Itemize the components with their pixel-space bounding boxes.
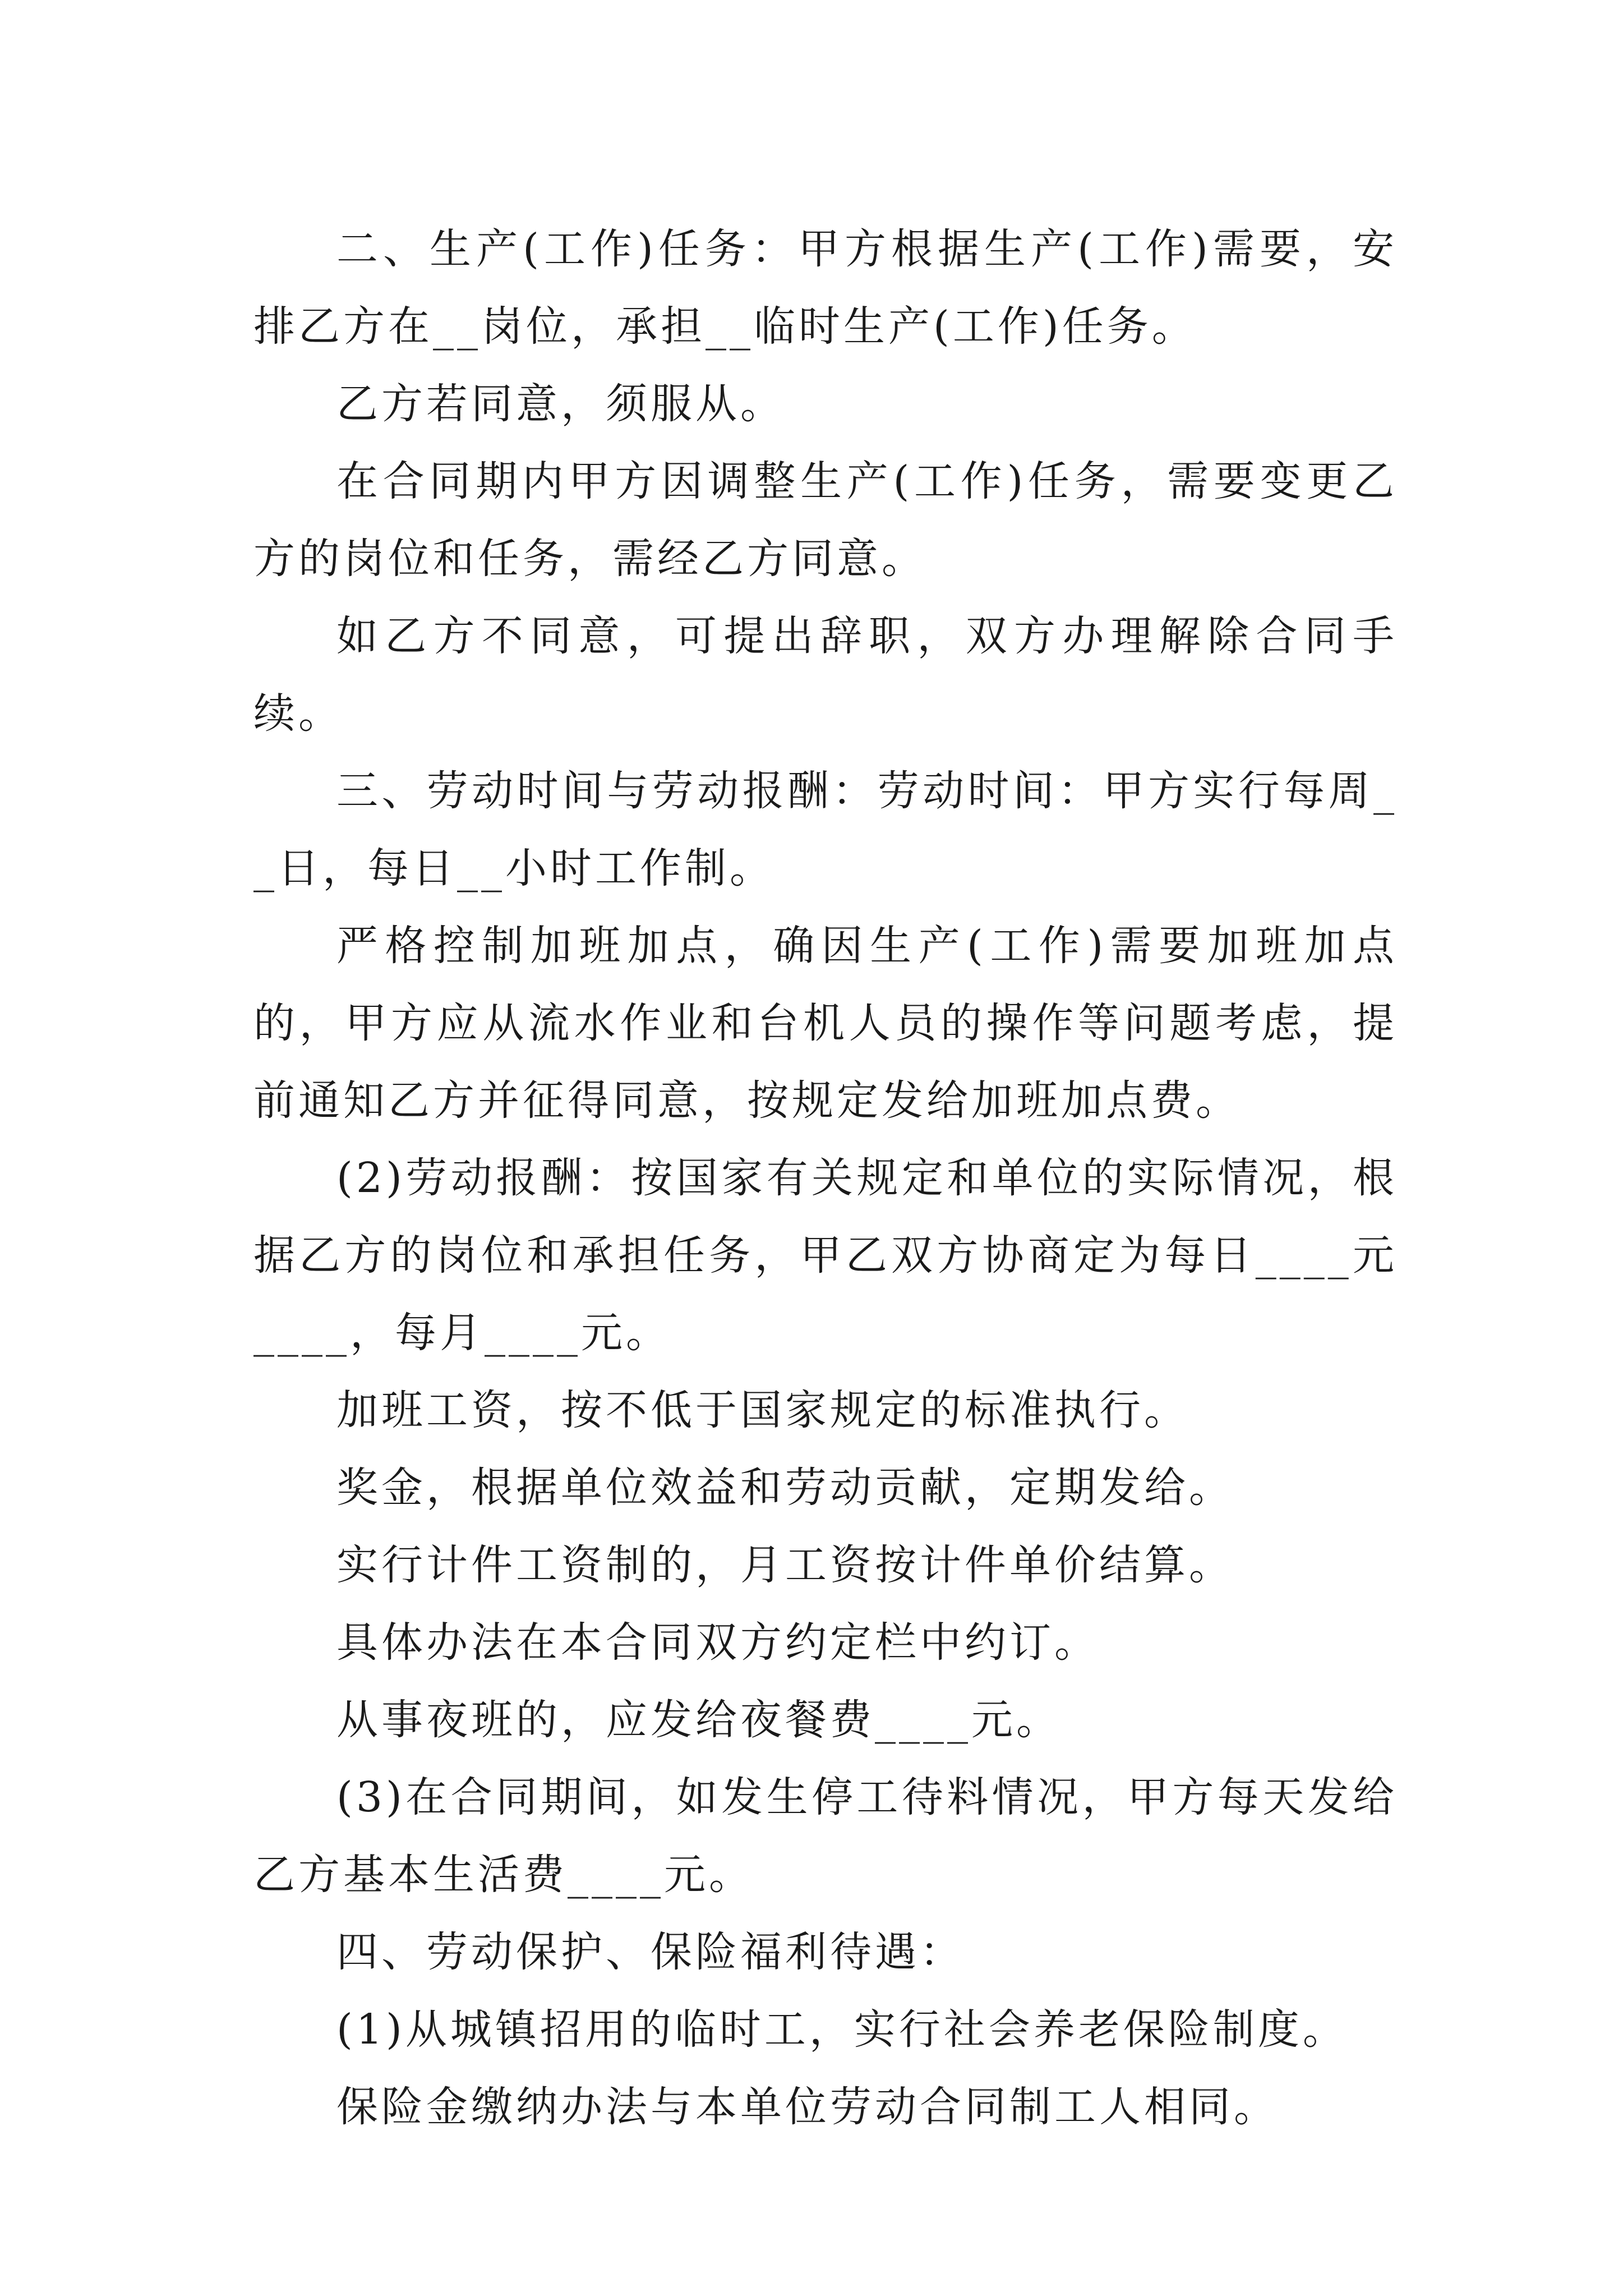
paragraph-piecework: 实行计件工资制的，月工资按计件单价结算。 (336, 1541, 1234, 1589)
paragraph-working-hours: 三、劳动时间与劳动报酬：劳动时间：甲方实行每周__日，每日__小时工作制。 (253, 767, 1398, 892)
paragraph-section-four-heading: 四、劳动保护、保险福利待遇： (336, 1928, 965, 1976)
paragraph-overtime-pay: 加班工资，按不低于国家规定的标准执行。 (336, 1386, 1189, 1434)
paragraph-work-stoppage: (3)在合同期间，如发生停工待料情况，甲方每天发给乙方基本生活费____元。 (253, 1773, 1398, 1899)
paragraph-insurance-payment: 保险金缴纳办法与本单位劳动合同制工人相同。 (336, 2083, 1279, 2131)
paragraph-night-shift: 从事夜班的，应发给夜餐费____元。 (336, 1696, 1061, 1744)
paragraph-overtime-control: 严格控制加班加点，确因生产(工作)需要加班加点的，甲方应从流水作业和台机人员的操作等问题考虑，提前通知乙方并征得同意，按规定发给加班加点费。 (253, 922, 1398, 1125)
paragraph-method: 具体办法在本合同双方约定栏中约订。 (336, 1618, 1099, 1667)
paragraph-resignation: 如乙方不同意，可提出辞职，双方办理解除合同手续。 (253, 612, 1398, 738)
document-body (253, 210, 1398, 2146)
paragraph-task-assignment: 二、生产(工作)任务：甲方根据生产(工作)需要，安排乙方在__岗位，承担__临时生产(工作)任务。 (253, 225, 1398, 351)
paragraph-pension: (1)从城镇招用的临时工，实行社会养老保险制度。 (336, 2005, 1348, 2054)
paragraph-remuneration: (2)劳动报酬：按国家有关规定和单位的实际情况，根据乙方的岗位和承担任务，甲乙双方协商定为每日____元____，每月____元。 (253, 1154, 1398, 1357)
paragraph-bonus: 奖金，根据单位效益和劳动贡献，定期发给。 (336, 1464, 1234, 1512)
paragraph-obey: 乙方若同意，须服从。 (336, 380, 785, 428)
paragraph-position-change: 在合同期内甲方因调整生产(工作)任务，需要变更乙方的岗位和任务，需经乙方同意。 (253, 457, 1398, 583)
